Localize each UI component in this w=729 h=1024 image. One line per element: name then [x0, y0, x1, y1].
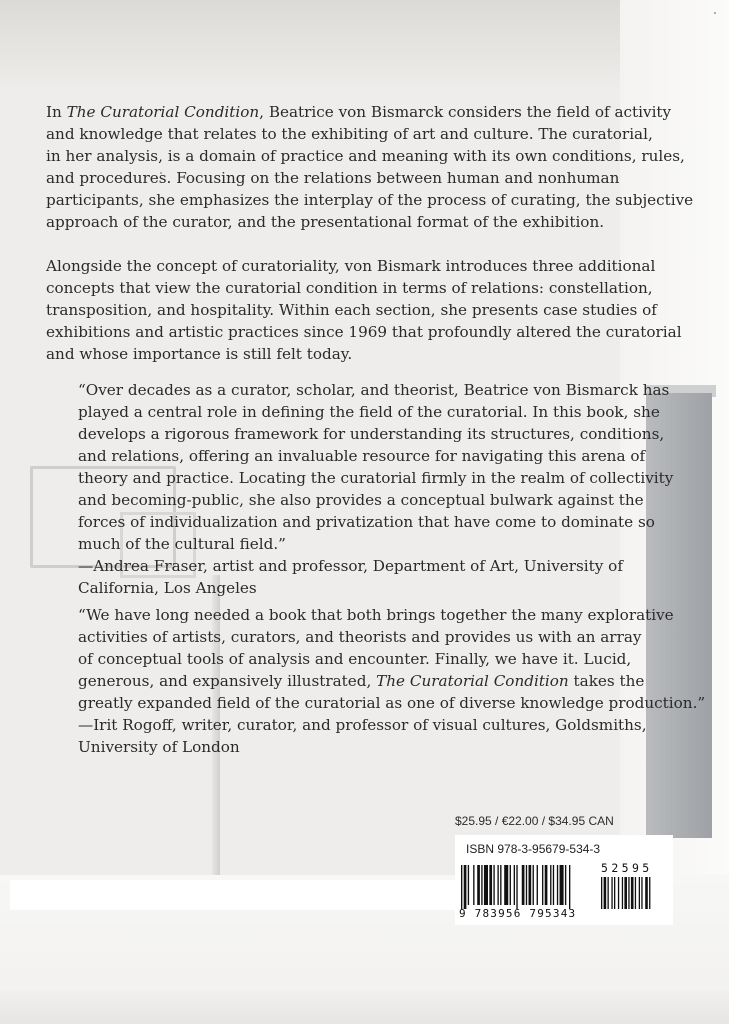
- barcode-bar: [529, 865, 532, 905]
- quote-line: played a central role in defining the field of the curatorial. In this book, she: [78, 403, 660, 421]
- quote-attribution: —Irit Rogoff, writer, curator, and professor of visual cultures, Goldsmiths,: [78, 716, 647, 734]
- price-label: $25.95 / €22.00 / $34.95 CAN: [455, 814, 614, 828]
- barcode-bar: [514, 865, 515, 905]
- barcode-bar: [557, 865, 558, 905]
- barcode-bar: [461, 865, 462, 909]
- barcode-bar: [504, 865, 508, 905]
- quote-line: and becoming-public, she also provides a conceptual bulwark against the: [78, 491, 644, 509]
- intro-line: participants, she emphasizes the interplay of the process of curating, the subjective: [46, 191, 694, 209]
- barcode-bar: [500, 865, 501, 905]
- barcode-addon-bar: [604, 877, 607, 909]
- intro-line: approach of the curator, and the presentational format of the exhibition.: [46, 213, 605, 231]
- barcode-bar: [560, 865, 564, 905]
- quote-line: and relations, offering an invaluable resource for navigating this arena of: [78, 447, 646, 465]
- barcode-addon-bar: [601, 877, 602, 909]
- quote-line: activities of artists, curators, and theorists and provides us with an array: [78, 628, 642, 646]
- barcode-bar: [484, 865, 488, 905]
- barcode-addon-bar: [624, 877, 627, 909]
- barcode-bar: [473, 865, 474, 905]
- concepts-line: concepts that view the curatorial condition in terms of relations: constellation,: [46, 279, 653, 297]
- barcode-bar: [493, 865, 494, 905]
- barcode-bar: [464, 865, 467, 909]
- blurb-quote-fraser: [78, 379, 674, 599]
- concepts-line: transposition, and hospitality. Within each section, she presents case studies of: [46, 301, 657, 319]
- barcode-bar: [533, 865, 534, 905]
- quote-line: theory and practice. Locating the curatorial firmly in the realm of collectivity: [78, 469, 674, 487]
- concepts-line: and whose importance is still felt today.: [46, 345, 353, 363]
- barcode-bar: [468, 865, 469, 905]
- intro-line: and procedures. Focusing on the relations between human and nonhuman: [46, 169, 620, 187]
- barcode-bar: [545, 865, 548, 905]
- barcode-addon-bar: [631, 877, 634, 909]
- barcode-addon-bar: [608, 877, 609, 909]
- quote-line: “Over decades as a curator, scholar, and theorist, Beatrice von Bismarck has: [78, 381, 670, 399]
- quote-line: forces of individualization and privatization that have come to dominate so: [78, 513, 655, 531]
- concepts-line: Alongside the concept of curatoriality, von Bismark introduces three additional: [46, 257, 656, 275]
- barcode-bar: [537, 865, 538, 905]
- quote-attribution: University of London: [78, 738, 240, 756]
- quote-line: of conceptual tools of analysis and encounter. Finally, we have it. Lucid,: [78, 650, 632, 668]
- barcode-bar: [477, 865, 480, 905]
- book-title: The Curatorial Condition: [376, 672, 569, 690]
- quote-line: generous, and expansively illustrated, The Curatorial Condition takes the: [78, 672, 645, 690]
- concepts-paragraph: [46, 255, 682, 365]
- intro-line: In The Curatorial Condition, Beatrice von Bismarck considers the field of activity: [46, 103, 672, 121]
- intro-line: and knowledge that relates to the exhibiting of art and culture. The curatorial,: [46, 125, 653, 143]
- barcode-addon-bar: [611, 877, 612, 909]
- barcode-addon-bar: [628, 877, 629, 909]
- barcode-bar: [522, 865, 525, 905]
- barcode-addon-bar: [622, 877, 623, 909]
- barcode-bar: [489, 865, 492, 905]
- quote-line: much of the cultural field.”: [78, 535, 286, 553]
- barcode-addon-bar: [641, 877, 642, 909]
- barcode-addon-bar: [639, 877, 640, 909]
- barcode-bar: [553, 865, 554, 905]
- intro-line: in her analysis, is a domain of practice and meaning with its own conditions, rules,: [46, 147, 685, 165]
- quote-attribution: California, Los Angeles: [78, 579, 257, 597]
- barcode-bar: [526, 865, 527, 905]
- barcode-bar: [497, 865, 498, 905]
- barcode-bar: [542, 865, 543, 905]
- barcode-digits: 9 783956 795343: [459, 907, 577, 920]
- barcode-sticker: [455, 835, 673, 925]
- book-title: The Curatorial Condition: [66, 103, 260, 121]
- barcode-bar: [550, 865, 551, 905]
- concepts-line: exhibitions and artistic practices since 1969 that profoundly altered the curatorial: [46, 323, 682, 341]
- barcode-addon-bar: [618, 877, 619, 909]
- quote-attribution: —Andrea Fraser, artist and professor, Department of Art, University of: [78, 557, 623, 575]
- isbn-label: ISBN 978-3-95679-534-3: [466, 842, 601, 856]
- quote-line: greatly expanded field of the curatorial as one of diverse knowledge production.”: [78, 694, 706, 712]
- barcode-bar: [510, 865, 511, 905]
- barcode-addon-bar: [645, 877, 648, 909]
- barcode-addon-digits: 52595: [601, 861, 653, 875]
- barcode-bar: [565, 865, 566, 905]
- barcode-bar: [569, 865, 570, 909]
- barcode-bar: [516, 865, 517, 909]
- barcode-bar: [481, 865, 482, 905]
- quote-line: develops a rigorous framework for understanding its structures, conditions,: [78, 425, 665, 443]
- quote-line: “We have long needed a book that both brings together the many explorative: [78, 606, 674, 624]
- barcode-addon-bar: [614, 877, 615, 909]
- barcode-addon-bar: [649, 877, 650, 909]
- barcode-addon-bar: [635, 877, 636, 909]
- intro-paragraph: [46, 101, 694, 233]
- blurb-quote-rogoff: [78, 604, 706, 758]
